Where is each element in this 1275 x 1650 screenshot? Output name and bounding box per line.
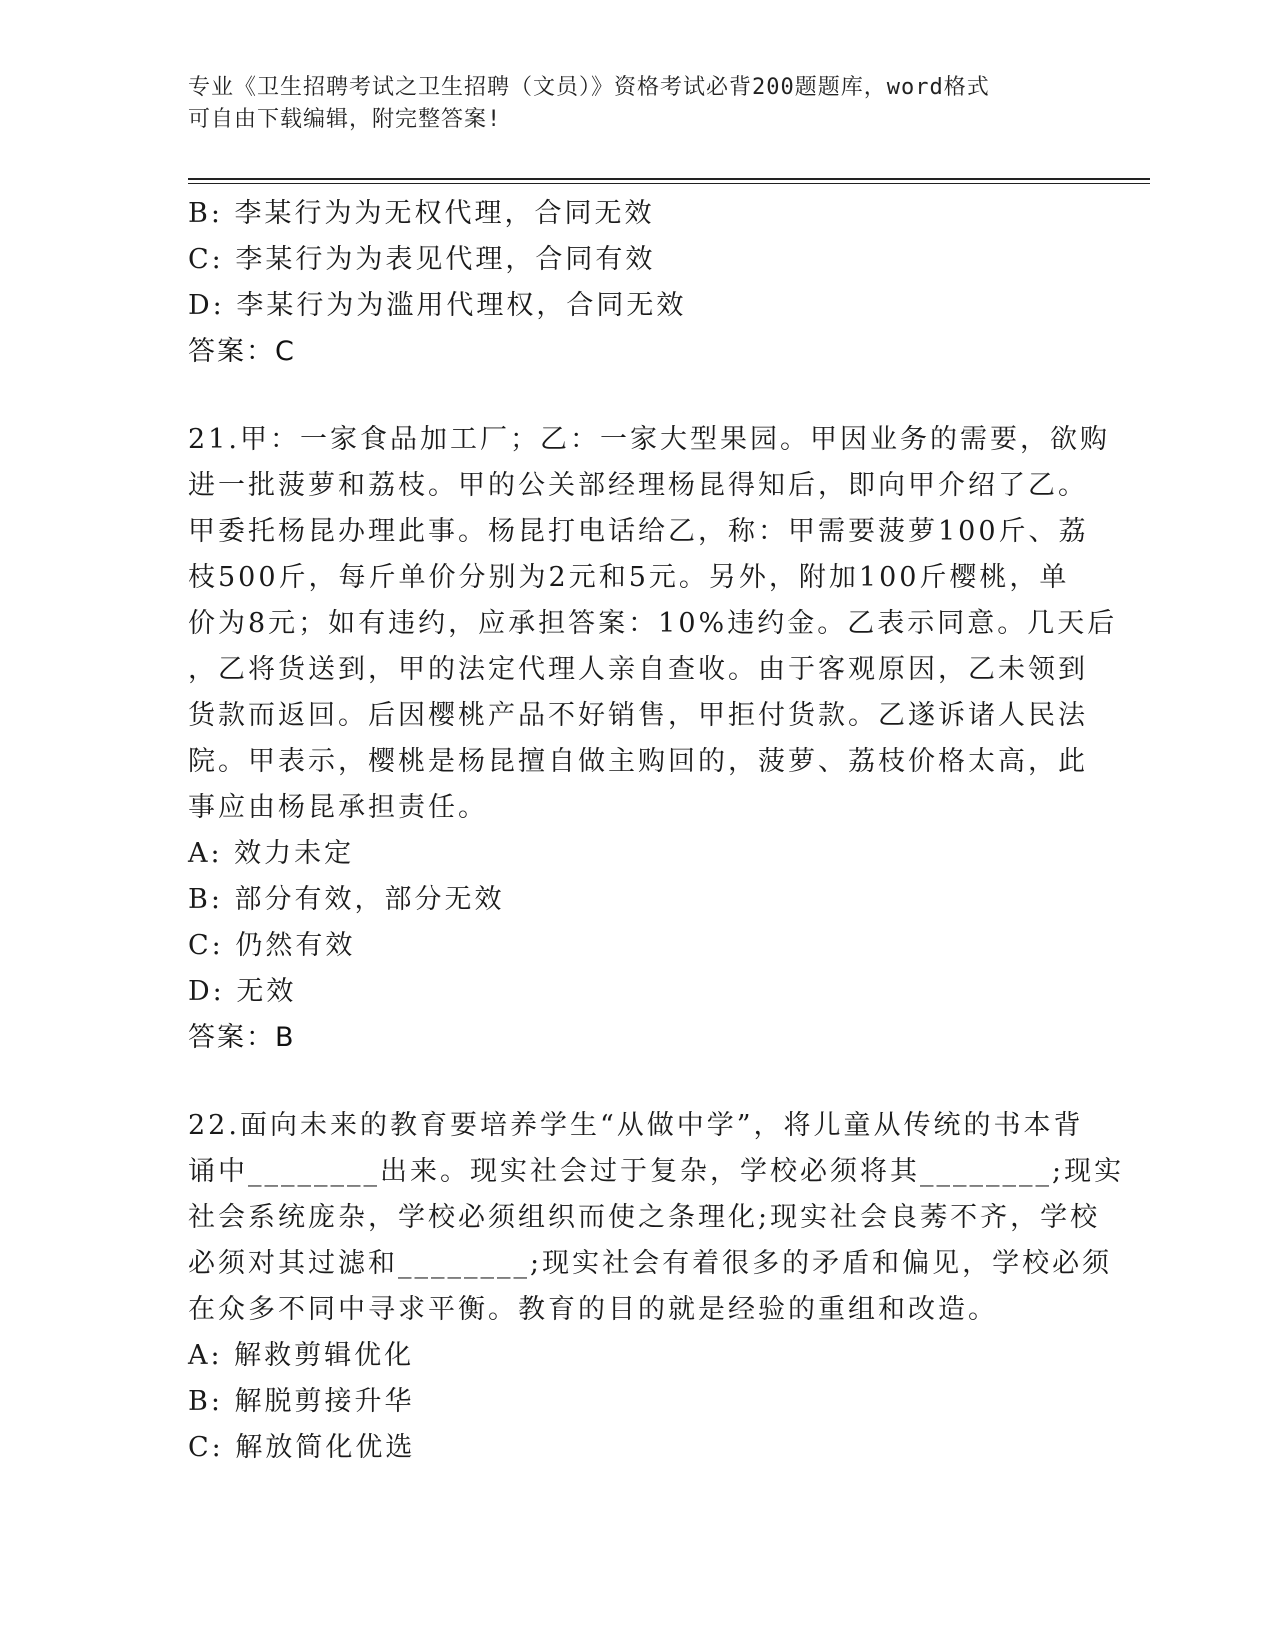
option-a: A: 解救剪辑优化	[188, 1340, 415, 1371]
option-c: C: 仍然有效	[188, 930, 356, 961]
stem-line: 甲委托杨昆办理此事。杨昆打电话给乙，称：甲需要菠萝100斤、荔	[188, 516, 1089, 547]
option-a: A: 效力未定	[188, 838, 355, 869]
option-c: C: 李某行为为表见代理，合同有效	[188, 244, 656, 275]
header-line-1: 专业《卫生招聘考试之卫生招聘（文员）》资格考试必背200题题库，word格式	[188, 75, 990, 100]
question-stem	[188, 417, 1118, 831]
stem-line: 枝500斤，每斤单价分别为2元和5元。另外，附加100斤樱桃，单	[188, 562, 1070, 593]
stem-line: 22.面向未来的教育要培养学生“从做中学”，将儿童从传统的书本背	[188, 1110, 1084, 1141]
question-21	[188, 417, 1118, 1061]
stem-line: 货款而返回。后因樱桃产品不好销售，甲拒付货款。乙遂诉诸人民法	[188, 700, 1088, 731]
stem-line: 在众多不同中寻求平衡。教育的目的就是经验的重组和改造。	[188, 1294, 998, 1325]
stem-line: 事应由杨昆承担责任。	[188, 792, 488, 823]
question-22	[188, 1103, 1125, 1471]
stem-line: 社会系统庞杂，学校必须组织而使之条理化;现实社会良莠不齐，学校	[188, 1202, 1101, 1233]
stem-line: 21.甲：一家食品加工厂；乙：一家大型果园。甲因业务的需要，欲购	[188, 424, 1110, 455]
stem-line: 诵中________出来。现实社会过于复杂，学校必须将其________;现实	[188, 1156, 1125, 1187]
stem-line: 院。甲表示，樱桃是杨昆擅自做主购回的，菠萝、荔枝价格太高，此	[188, 746, 1088, 777]
option-b: B: 解脱剪接升华	[188, 1386, 415, 1417]
header-line-2: 可自由下载编辑，附完整答案!	[188, 107, 502, 132]
question-20	[188, 191, 1068, 375]
document-body	[188, 191, 1125, 1471]
header-divider	[188, 178, 1150, 184]
stem-line: ，乙将货送到，甲的法定代理人亲自查收。由于客观原因，乙未领到	[188, 654, 1088, 685]
answer-line: 答案：C	[188, 336, 296, 367]
stem-line: 价为8元；如有违约，应承担答案：10%违约金。乙表示同意。几天后	[188, 608, 1118, 639]
answer-line: 答案：B	[188, 1022, 296, 1053]
option-c: C: 解放简化优选	[188, 1432, 416, 1463]
stem-line: 进一批菠萝和荔枝。甲的公关部经理杨昆得知后，即向甲介绍了乙。	[188, 470, 1088, 501]
option-d: D: 无效	[188, 976, 297, 1007]
stem-line: 必须对其过滤和________;现实社会有着很多的矛盾和偏见，学校必须	[188, 1248, 1113, 1279]
question-stem	[188, 1103, 1125, 1333]
document-header	[188, 72, 1068, 136]
option-d: D: 李某行为为滥用代理权，合同无效	[188, 290, 687, 321]
option-b: B: 部分有效，部分无效	[188, 884, 505, 915]
option-b: B: 李某行为为无权代理，合同无效	[188, 198, 655, 229]
